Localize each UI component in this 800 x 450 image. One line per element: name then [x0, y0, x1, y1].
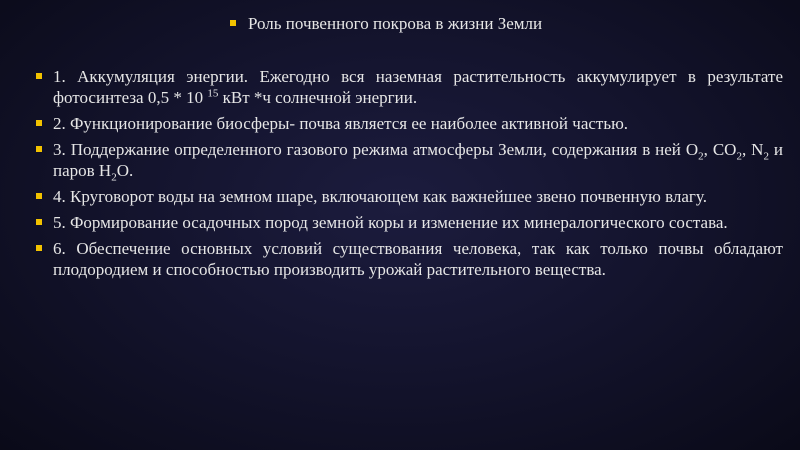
- slide-title: Роль почвенного покрова в жизни Земли: [248, 14, 543, 33]
- subscript: 2: [111, 171, 117, 184]
- item-text: , N: [741, 140, 764, 159]
- subscript: 2: [763, 150, 769, 163]
- item-text: 2. Функционирование биосферы- почва является ее наиболее активной частью.: [53, 114, 629, 133]
- list-item: [35, 238, 783, 280]
- superscript: 15: [207, 87, 219, 100]
- square-bullet-icon: [36, 245, 42, 251]
- item-text: 5. Формирование осадочных пород земной коры и изменение их минералогического состава.: [53, 213, 728, 232]
- subscript: 2: [698, 150, 704, 163]
- list-item: [35, 66, 783, 108]
- square-bullet-icon: [36, 73, 42, 79]
- item-text: O.: [116, 161, 134, 180]
- list-item: [35, 212, 783, 233]
- item-text: 6. Обеспечение основных условий существования человека, так как только почвы обладают плодородием и способностью производить урожай растительного вещества.: [53, 239, 783, 279]
- item-text: кВт *ч солнечной энергии.: [218, 88, 418, 107]
- list-item: [35, 113, 783, 134]
- square-bullet-icon: [36, 120, 42, 126]
- square-bullet-icon: [36, 146, 42, 152]
- bullet-list: [35, 66, 783, 285]
- list-item: [35, 139, 783, 184]
- item-text: , CO: [703, 140, 737, 159]
- item-text: 1. Аккумуляция энергии. Ежегодно вся наземная растительность аккумулирует в результате фотосинтеза 0,5 * 10: [53, 67, 783, 107]
- item-text: 3. Поддержание определенного газового режима атмосферы Земли, содержания в ней O: [53, 140, 699, 159]
- slide-title-row: [230, 14, 790, 34]
- list-item: [35, 186, 783, 207]
- square-bullet-icon: [36, 193, 42, 199]
- square-bullet-icon: [36, 219, 42, 225]
- square-bullet-icon: [230, 20, 236, 26]
- subscript: 2: [736, 150, 742, 163]
- item-text: 4. Круговорот воды на земном шаре, включающем как важнейшее звено почвенную влагу.: [53, 187, 707, 206]
- item-text: и паров H: [53, 140, 783, 180]
